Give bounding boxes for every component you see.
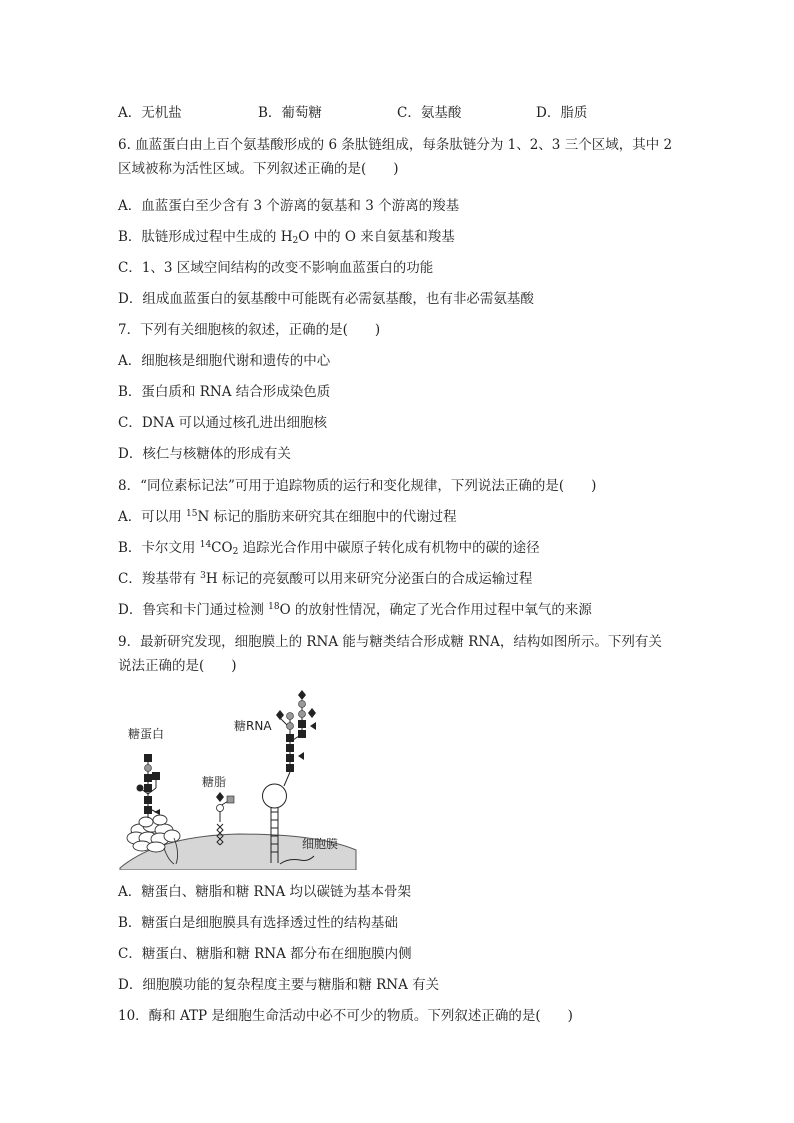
q6-option-b-pre: B．肽链形成过程中生成的 H bbox=[118, 229, 293, 245]
q8-option-c[interactable] bbox=[118, 569, 532, 589]
q7-option-c[interactable]: C．DNA 可以通过核孔进出细胞核 bbox=[118, 415, 328, 431]
q8-option-b-pre: B．卡尔文用 bbox=[118, 540, 200, 556]
q9-option-c[interactable]: C．糖蛋白、糖脂和糖 RNA 都分布在细胞膜内侧 bbox=[118, 946, 412, 962]
q8-option-b-mid: CO bbox=[211, 540, 233, 556]
label-glyco-rna: 糖RNA bbox=[234, 719, 272, 733]
q5-option-c[interactable]: C．氨基酸 bbox=[397, 105, 462, 121]
q6-option-b[interactable] bbox=[118, 227, 455, 247]
q6-option-c[interactable]: C．1、3 区域空间结构的改变不影响血蓝蛋白的功能 bbox=[118, 260, 434, 276]
glyco-rna-sugar-units bbox=[276, 690, 316, 772]
glycolipid-sugar-units bbox=[216, 792, 234, 812]
q9-option-a[interactable]: A．糖蛋白、糖脂和糖 RNA 均以碳链为基本骨架 bbox=[118, 884, 412, 900]
q8-option-c-sup: 3 bbox=[200, 571, 206, 581]
q7-option-d[interactable]: D．核仁与核糖体的形成有关 bbox=[118, 446, 291, 462]
q8-option-b-post: 追踪光合作用中碳原子转化成有机物中的碳的途径 bbox=[238, 540, 540, 556]
q8-option-a-post: N 标记的脂肪来研究其在细胞中的代谢过程 bbox=[197, 509, 457, 525]
q8-option-b-sup: 14 bbox=[199, 540, 212, 550]
q5-option-a[interactable]: A．无机盐 bbox=[118, 105, 182, 121]
label-cell-membrane: 细胞膜 bbox=[302, 837, 339, 851]
q5-option-d[interactable]: D．脂质 bbox=[536, 105, 588, 121]
q7-option-a[interactable]: A．细胞核是细胞代谢和遗传的中心 bbox=[118, 353, 331, 369]
q8-option-c-pre: C．羧基带有 bbox=[118, 571, 201, 587]
q9-option-b[interactable]: B．糖蛋白是细胞膜具有选择透过性的结构基础 bbox=[118, 915, 398, 931]
q7-stem: 7．下列有关细胞核的叙述，正确的是( ) bbox=[118, 322, 381, 338]
q8-option-d[interactable] bbox=[118, 600, 592, 620]
q6-option-b-sub: 2 bbox=[292, 236, 299, 246]
q8-option-b-sub: 2 bbox=[232, 547, 239, 557]
q6-option-b-post: O 中的 O 来自氨基和羧基 bbox=[298, 229, 455, 245]
q8-option-d-sup: 18 bbox=[268, 602, 280, 612]
q9-option-d[interactable]: D．细胞膜功能的复杂程度主要与糖脂和糖 RNA 有关 bbox=[118, 977, 440, 993]
q7-option-b[interactable]: B．蛋白质和 RNA 结合形成染色质 bbox=[118, 384, 331, 400]
q5-option-b[interactable]: B．葡萄糖 bbox=[258, 105, 322, 121]
q10-stem: 10．酶和 ATP 是细胞生命活动中必不可少的物质。下列叙述正确的是( ) bbox=[118, 1008, 573, 1024]
q8-option-b[interactable] bbox=[118, 538, 540, 558]
q9-stem-line1: 9．最新研究发现，细胞膜上的 RNA 能与糖类结合形成糖 RNA，结构如图所示。下列有关 bbox=[118, 634, 662, 650]
q6-stem-line1: 6. 血蓝蛋白由上百个氨基酸形成的 6 条肽链组成，每条肽链分为 1、2、3 三个区域，其中 2 bbox=[118, 137, 673, 153]
label-glycoprotein: 糖蛋白 bbox=[128, 727, 165, 741]
q8-option-d-post: O 的放射性情况，确定了光合作用过程中氧气的来源 bbox=[279, 602, 592, 618]
q9-stem-line2: 说法正确的是( ) bbox=[118, 658, 237, 674]
q6-option-d[interactable]: D．组成血蓝蛋白的氨基酸中可能既有必需氨基酸，也有非必需氨基酸 bbox=[118, 291, 534, 307]
q8-option-a-pre: A．可以用 bbox=[118, 509, 187, 525]
q5-options bbox=[118, 103, 678, 123]
q8-option-d-pre: D．鲁宾和卡门通过检测 bbox=[118, 602, 269, 618]
cell-membrane-figure bbox=[118, 688, 358, 870]
q8-stem: 8．“同位素标记法”可用于追踪物质的运行和变化规律，下列说法正确的是( ) bbox=[118, 478, 597, 494]
label-glycolipid: 糖脂 bbox=[202, 775, 227, 789]
q8-option-c-post: H 标记的亮氨酸可以用来研究分泌蛋白的合成运输过程 bbox=[205, 571, 533, 587]
q6-option-a[interactable]: A．血蓝蛋白至少含有 3 个游离的氨基和 3 个游离的羧基 bbox=[118, 198, 460, 214]
q8-option-a[interactable] bbox=[118, 507, 457, 527]
q8-option-a-sup: 15 bbox=[186, 509, 198, 519]
q6-stem-line2: 区域被称为活性区域。下列叙述正确的是( ) bbox=[118, 161, 399, 177]
